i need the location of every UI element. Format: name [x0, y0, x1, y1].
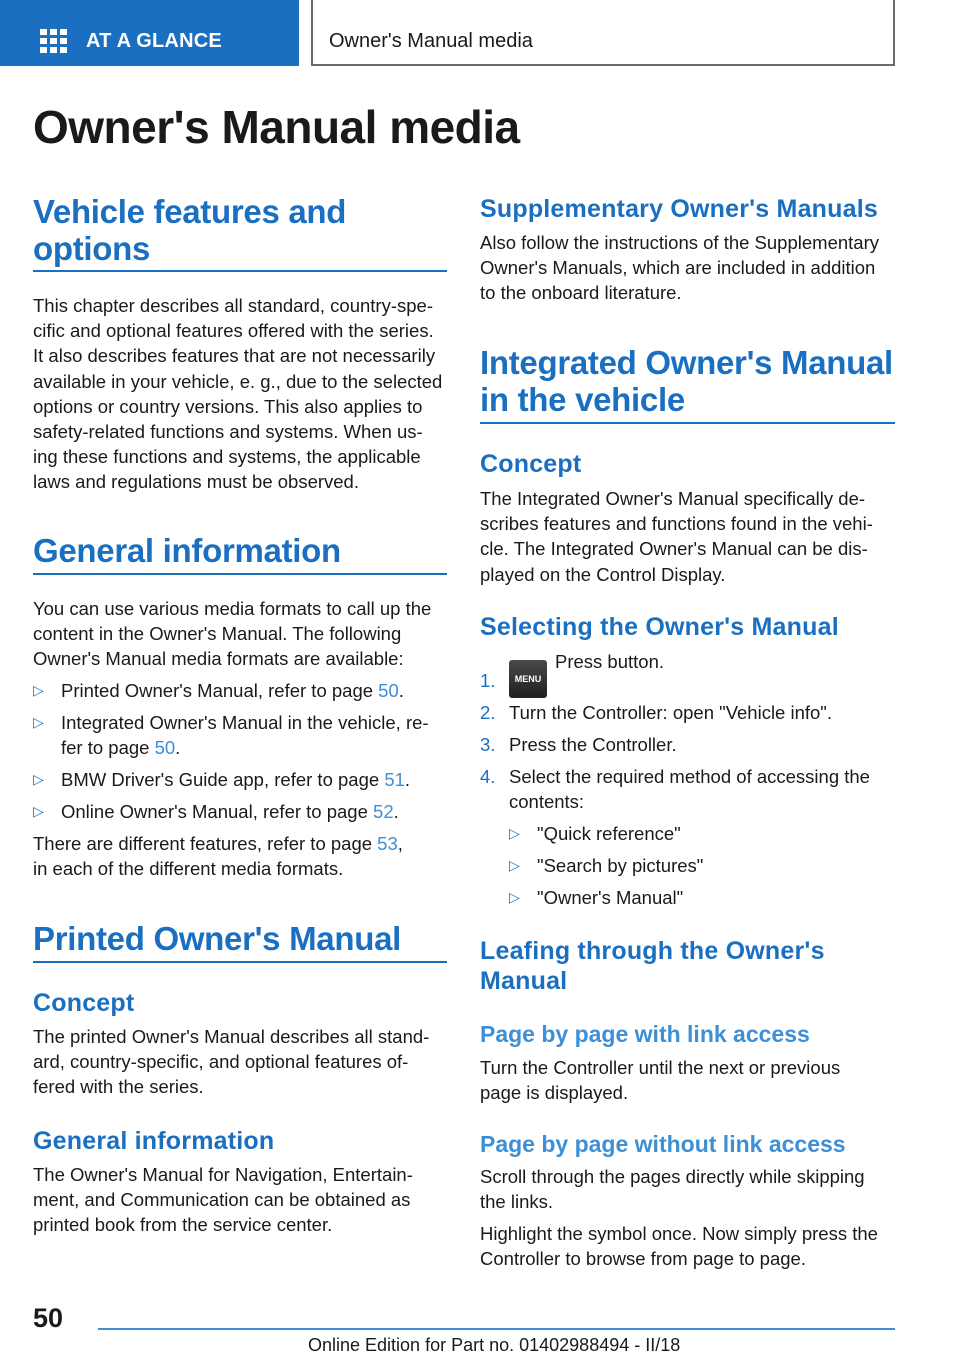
- text-line: Also follow the instructions of the Supplementary: [480, 232, 879, 253]
- text-line: ment, and Communication can be obtained as: [33, 1189, 411, 1211]
- section-tab[interactable]: [0, 0, 299, 66]
- supplementary-paragraph: [480, 230, 879, 306]
- supplementary-heading: Supplementary Owner's Manuals: [480, 195, 878, 223]
- page-link[interactable]: 53: [377, 833, 398, 854]
- text-line: This chapter describes all standard, country-spe-: [33, 295, 433, 316]
- text-line: cle. The Integrated Owner's Manual can be dis-: [480, 538, 868, 560]
- text-line: laws and regulations must be observed.: [33, 471, 359, 493]
- step-item: 2. Turn the Controller: open "Vehicle info".: [480, 702, 833, 723]
- text-line: played on the Control Display.: [480, 563, 726, 585]
- step-item: 1. MENUPress button.: [480, 668, 895, 698]
- text-line: Owner's Manuals, which are included in addition: [480, 257, 876, 279]
- triangle-bullet-icon: ▷: [509, 889, 520, 905]
- sub-list-item: ▷ "Search by pictures": [509, 853, 889, 879]
- printed-concept-heading: Concept: [33, 989, 135, 1017]
- page-title: Owner's Manual media: [33, 101, 520, 153]
- footer-rule: [98, 1328, 895, 1330]
- general-heading: General information: [33, 532, 341, 569]
- triangle-bullet-icon: ▷: [33, 803, 44, 819]
- general-paragraph: [33, 596, 431, 672]
- text-line: ard, country-specific, and optional features of-: [33, 1051, 409, 1073]
- text-line: Owner's Manual media formats are available:: [33, 648, 404, 670]
- text-line: ing these functions and systems, the applicable: [33, 446, 421, 468]
- section-tab-label: AT A GLANCE: [86, 30, 222, 52]
- grid-icon: [40, 29, 68, 53]
- text-line: the links.: [480, 1191, 554, 1213]
- sub-list-item: ▷ "Owner's Manual": [509, 885, 889, 911]
- text-line: content in the Owner's Manual. The following: [33, 623, 402, 645]
- with-link-paragraph: [480, 1055, 840, 1105]
- text-line: Highlight the symbol once. Now simply press the: [480, 1223, 878, 1244]
- text-line: The Owner's Manual for Navigation, Entertain-: [33, 1164, 413, 1185]
- triangle-bullet-icon: ▷: [33, 714, 44, 730]
- final-paragraph: [480, 1221, 878, 1271]
- selecting-heading: Selecting the Owner's Manual: [480, 613, 839, 641]
- section-rule: [33, 961, 447, 963]
- triangle-bullet-icon: ▷: [33, 771, 44, 787]
- triangle-bullet-icon: ▷: [509, 857, 520, 873]
- text-line: The Integrated Owner's Manual specifically de-: [480, 488, 866, 509]
- page-link[interactable]: 50: [378, 680, 399, 701]
- page-link[interactable]: 52: [373, 801, 394, 822]
- printed-concept-paragraph: [33, 1024, 429, 1100]
- vehicle-heading: Vehicle features and options: [33, 193, 347, 267]
- printed-general-heading: General information: [33, 1127, 275, 1155]
- list-item: ▷ BMW Driver's Guide app, refer to page 51.: [33, 767, 447, 793]
- section-rule: [33, 573, 447, 575]
- printed-general-paragraph: [33, 1162, 413, 1238]
- text-line: You can use various media formats to call up the: [33, 598, 432, 619]
- leafing-heading: Leafing through the Owner's Manual: [480, 937, 825, 995]
- text-line: options or country versions. This also applies to: [33, 395, 423, 417]
- step-item: 3. Press the Controller.: [480, 734, 677, 755]
- list-item: ▷ Integrated Owner's Manual in the vehicle, re- fer to page 50.: [33, 712, 429, 759]
- text-line: printed book from the service center.: [33, 1214, 333, 1236]
- integrated-concept-heading: Concept: [480, 450, 582, 478]
- section-rule: [33, 270, 447, 272]
- page-link[interactable]: 50: [154, 737, 176, 759]
- general-after-paragraph: There are different features, refer to page 53, in each of the different media formats.: [33, 831, 403, 881]
- text-line: It also describes features that are not necessarily: [33, 345, 436, 367]
- list-item: ▷ Printed Owner's Manual, refer to page 50.: [33, 678, 447, 704]
- text-line: available in your vehicle, e. g., due to the selected: [33, 370, 443, 392]
- page-link[interactable]: 51: [384, 769, 405, 790]
- list-item: ▷ Online Owner's Manual, refer to page 52.: [33, 799, 447, 825]
- without-link-heading: Page by page without link access: [480, 1131, 846, 1157]
- text-line: Controller to browse from page to page.: [480, 1248, 806, 1270]
- section-rule: [480, 422, 895, 424]
- sub-list-item: ▷ "Quick reference": [509, 821, 889, 847]
- text-line: The printed Owner's Manual describes all stand-: [33, 1026, 430, 1047]
- text-line: in each of the different media formats.: [33, 858, 344, 880]
- text-line: to the onboard literature.: [480, 282, 682, 304]
- printed-heading: Printed Owner's Manual: [33, 920, 401, 957]
- integrated-heading: Integrated Owner's Manual in the vehicle: [480, 344, 893, 418]
- breadcrumb-label: Owner's Manual media: [329, 30, 533, 52]
- text-line: Scroll through the pages directly while skipping: [480, 1166, 865, 1187]
- text-line: cific and optional features offered with the series.: [33, 320, 434, 342]
- text-line: fered with the series.: [33, 1076, 204, 1098]
- vehicle-paragraph: [33, 293, 442, 495]
- page-header: [0, 0, 960, 66]
- breadcrumb: [311, 0, 895, 66]
- integrated-concept-paragraph: [480, 486, 873, 587]
- edition-note: Online Edition for Part no. 01402988494 - II/18: [308, 1335, 681, 1355]
- page-number: 50: [33, 1303, 64, 1333]
- text-line: Turn the Controller until the next or previous: [480, 1057, 841, 1078]
- triangle-bullet-icon: ▷: [33, 682, 44, 698]
- without-link-paragraph: [480, 1164, 865, 1214]
- text-line: scribes features and functions found in the vehi-: [480, 513, 873, 535]
- menu-button-icon: MENU: [509, 660, 547, 698]
- text-line: page is displayed.: [480, 1082, 629, 1104]
- with-link-heading: Page by page with link access: [480, 1021, 810, 1047]
- text-line: safety-related functions and systems. When us-: [33, 421, 423, 443]
- step-item: 4. Select the required method of accessing the contents:: [480, 766, 870, 813]
- triangle-bullet-icon: ▷: [509, 825, 520, 841]
